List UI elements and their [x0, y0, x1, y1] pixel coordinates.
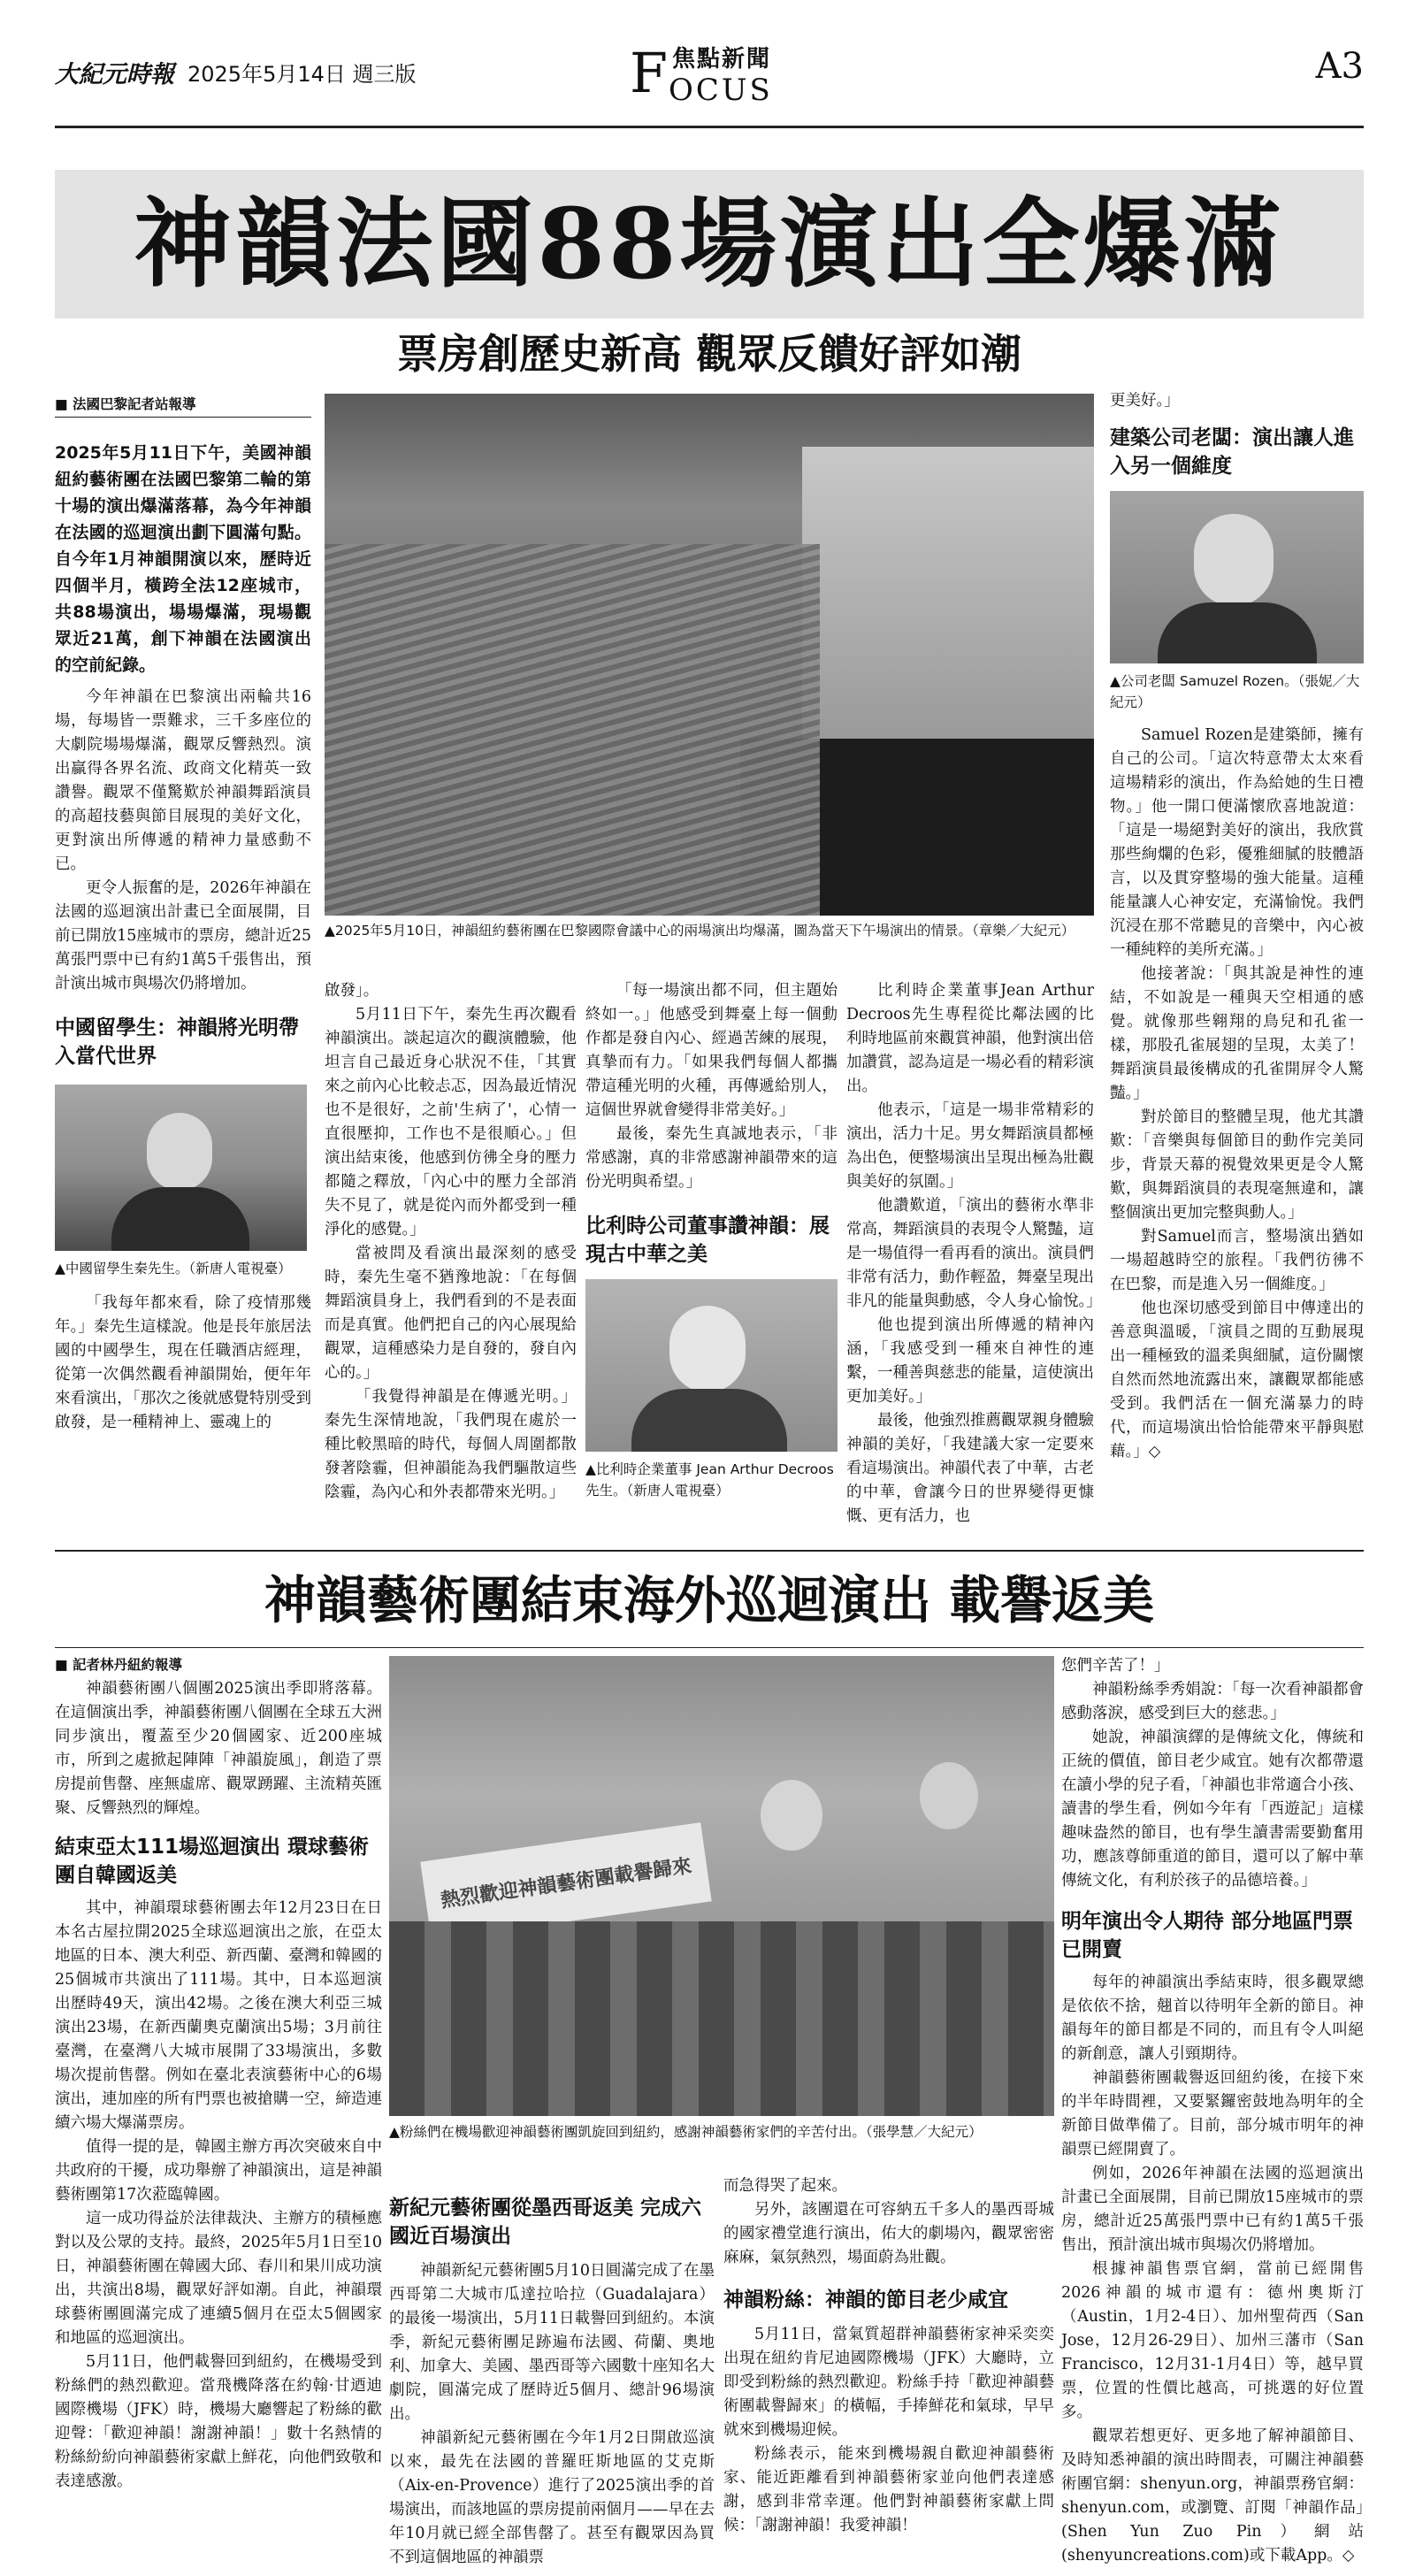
- story2-col4-top: 您們辛苦了！」: [1061, 1657, 1170, 1675]
- paragraph: 這一成功得益於法律裁決、主辦方的積極應對以及公眾的支持。最終，2025年5月1日至10日，神韻藝術團在韓國大邱、春川和果川成功演出，共演出8場，觀眾好評如潮。自此，神韻環球藝術團圓滿完成了連續5個月在亞太5個國家和地區的巡迴演出。: [55, 2210, 382, 2347]
- paragraph: 神韻藝術團載譽返回紐約後，在接下來的半年時間裡，又要緊鑼密鼓地為明年的全新節目做準備了。目前，部分城市明年的神韻票已經開賣了。: [1061, 2069, 1364, 2158]
- section-logo: [630, 35, 833, 133]
- paragraph: 神韻新紀元藝術團5月10日圓滿完成了在墨西哥第二大城市瓜達拉哈拉（Guadalajara）的最後一場演出，5月11日載譽回到紐約。本演季，新紀元藝術團足跡遍布法國、荷蘭、奧地利、加拿大、美國、墨西哥等六國數十座知名大劇院，圓滿完成了歷時近5個月、總計96場演出。: [389, 2262, 715, 2423]
- paragraph: 他表示，「這是一場非常精彩的演出，活力十足。男女舞蹈演員都極為出色，便整場演出呈現出極為壯觀與美好的氛圍。」: [846, 1101, 1094, 1191]
- section-name-en: OCUS: [669, 73, 773, 108]
- paper-name: 大紀元時報: [55, 61, 174, 88]
- section-name-zh: 焦點新聞: [672, 46, 772, 73]
- story2-headline-rule: [55, 1647, 1364, 1648]
- paragraph: 其中，神韻環球藝術團去年12月23日在日本名古屋拉開2025全球巡迴演出之旅，在亞太地區的日本、澳大利亞、新西蘭、臺灣和韓國的25個城市共演出了111場。其中，日本巡迴演出歷時49天，演出42場。之後在澳大利亞三城演出23場，在新西蘭奧克蘭演出5場；3月前往臺灣，在臺灣八大城市展開了33場演出，多數場次提前售罄。例如在臺北表演藝術中心的6場演出，連加座的所有門票也被搶購一空，締造連續六場大爆滿票房。: [55, 1899, 382, 2132]
- person-silhouette: [147, 1113, 212, 1191]
- masthead: [55, 35, 1364, 140]
- story1-col5-top: 更美好。」: [1110, 392, 1180, 410]
- airport-photo-caption: ▲粉絲們在機場歡迎神韻藝術團凱旋回到紐約，感謝神韻藝術家們的辛苦付出。（張學慧／大紀元）: [389, 2124, 983, 2140]
- paragraph: 神韻粉絲季秀娟說：「每一次看神韻都會感動落淚，感受到巨大的慈悲。」: [1061, 1681, 1364, 1722]
- paragraph: 5月11日下午，秦先生再次觀看神韻演出。談起這次的觀演體驗，他坦言自己最近身心狀況不佳，「其實來之前內心比較忐忑，因為最近情況也不是很好，之前'生病了'，心情一直很壓抑，工作也不是很順心。」但演出結束後，他感到仿彿全身的壓力都隨之釋放，「內心中的壓力全部消失不見了，就是從內而外都受到一種淨化的感覺。」: [325, 1006, 577, 1238]
- byline-rule: [55, 417, 311, 418]
- subhead-fans: 神韻粉絲：神韻的節目老少咸宜: [723, 2288, 1008, 2312]
- paragraph: 他接著說：「與其說是神性的連結，不如說是一種與天空相通的感覺。就像那些翱翔的鳥兒和孔雀一樣，那股孔雀展翅的呈現，太美了！舞蹈演員最後構成的孔雀開屏令人驚豔。」: [1110, 965, 1364, 1102]
- person-body: [631, 1389, 787, 1452]
- paragraph: 5月11日，他們載譽回到紐約，在機場受到粉絲們的熱烈歡迎。當飛機降落在約翰·甘迺迪國際機場（JFK）時，機場大廳響起了粉絲的歡迎聲：「歡迎神韻！謝謝神韻！」數十名熱情的粉絲紛紛向神韻藝術家獻上鮮花，向他們致敬和表達感激。: [55, 2353, 382, 2490]
- story1-subhead: 票房創歷史新高 觀眾反饋好評如潮: [396, 330, 1021, 378]
- subhead-asia: 結束亞太111場巡迴演出 環球藝術團自韓國返美: [55, 1836, 370, 1887]
- paragraph: 「我覺得神韻是在傳遞光明。」秦先生深情地說，「我們現在處於一種比較黑暗的時代，每個人周圍都散發著陰霾，但神韻能為我們驅散這些陰霾，為內心和外表都帶來光明。」: [325, 1388, 577, 1501]
- story-divider: [55, 1550, 1364, 1552]
- story2-col1-text: [55, 1897, 382, 2494]
- section-logo-letter: F: [630, 41, 669, 105]
- story1-lead: 2025年5月11日下午，美國神韻紐約藝術團在法國巴黎第二輪的第十場的演出爆滿落幕，為今年神韻在法國的巡迴演出劃下圓滿句點。自今年1月神韻開演以來，歷時近四個半月，橫跨全法12座城市，共88場演出，場場爆滿，現場觀眾近21萬，創下神韻在法國演出的空前紀錄。: [55, 443, 311, 675]
- story1-col5-text: [1110, 724, 1364, 1464]
- story2-byline: ■ 記者林丹紐約報導: [55, 1657, 183, 1673]
- paragraph: 5月11日，當氣質超群神韻藝術家神采奕奕出現在紐約肯尼迪國際機場（JFK）大廳時，立即受到粉絲的熱烈歡迎。粉絲手持「歡迎神韻藝術團載譽歸來」的橫幅，手捧鮮花和氣球，早早就來到機場迎候。: [723, 2326, 1054, 2439]
- caption-architect: ▲公司老闆 Samuzel Rozen。（張妮／大紀元）: [1110, 673, 1360, 710]
- paragraph: 他也深切感受到節目中傳達出的善意與溫暖，「演員之間的互動展現出一種極致的溫柔與細膩，這份關懷自然而然地流露出來，讓觀眾都能感受到。我們活在一個充滿暴力的時代，而這場演出恰恰能帶來平靜與慰藉。」◇: [1110, 1300, 1364, 1460]
- paragraph: 比利時企業董事Jean Arthur Decroos先生專程從比鄰法國的比利時地區前來觀賞神韻，他對演出倍加讚賞，認為這是一場必看的精彩演出。: [846, 982, 1094, 1095]
- story1-col1-text: [55, 686, 311, 996]
- stage-backdrop: [802, 447, 1094, 739]
- subhead-2026: 明年演出令人期待 部分地區門票已開賣: [1061, 1910, 1354, 1961]
- story1-headline-box: [55, 170, 1364, 318]
- belgian-director-photo: [585, 1279, 838, 1452]
- paragraph: 粉絲表示，能來到機場親自歡迎神韻藝術家、能近距離看到神韻藝術家並向他們表達感謝，感到非常幸運。他們對神韻藝術家獻上問候：「謝謝神韻！我愛神韻！: [723, 2445, 1054, 2534]
- story2-intro: 神韻藝術團八個團2025演出季即將落幕。在這個演出季，神韻藝術團八個團在全球五大洲同步演出，覆蓋至少20個國家、近200座城市，所到之處掀起陣陣「神韻旋風」，創造了票房提前售罄、座無虛席、觀眾踴躍、主流精英匯聚、反響熱烈的輝煌。: [55, 1680, 382, 1817]
- story1-headline: 神韻法國88場演出全爆滿: [134, 187, 1285, 301]
- airport-welcome-photo: [389, 1656, 1054, 2116]
- subhead-belgian: 比利時公司董事讚神韻：展現古中華之美: [585, 1215, 830, 1266]
- student-photo: [55, 1085, 307, 1251]
- story2-col4-text2: [1061, 1971, 1364, 2568]
- audience-area: [325, 544, 820, 916]
- paragraph: 根據神韻售票官網，當前已經開售2026神韻的城市還有：德州奧斯汀（Austin，1月2-4日）、加州聖荷西（San Jose，12月26-29日）、加州三藩市（San Francisco，12月31-1月4日）等，越早買票，位置的性價比越高，可挑選的好位置多。: [1061, 2260, 1364, 2421]
- caption-belgian: ▲比利時企業董事 Jean Arthur Decroos先生。（新唐人電視臺）: [585, 1461, 834, 1499]
- person-body: [111, 1187, 249, 1251]
- caption-student: ▲中國留學生秦先生。（新唐人電視臺）: [55, 1261, 292, 1276]
- story2-headline: 神韻藝術團結束海外巡迴演出 載譽返美: [264, 1570, 1155, 1630]
- paragraph: 當被問及看演出最深刻的感受時，秦先生毫不猶豫地說：「在每個舞蹈演員身上，我們看到的不是表面而是真實。他們把自己的內心展現給觀眾，這種感染力是自發的，發自內心的。」: [325, 1245, 577, 1382]
- crowd: [389, 1921, 1054, 2116]
- paragraph: 對於節目的整體呈現，他尤其讚歎：「音樂與每個節目的動作完美同步，背景天幕的視覺效果更是令人驚歎，與舞蹈演員的表現毫無違和，讓整個演出更加完整與動人。」: [1110, 1108, 1364, 1222]
- paragraph: 今年神韻在巴黎演出兩輪共16場，每場皆一票難求，三千多座位的大劇院場場爆滿，觀眾反響熱烈。演出贏得各界名流、政商文化精英一致讚譽。觀眾不僅驚歎於神韻舞蹈演員的高超技藝與節目展現的美好文化，更對演出所傳遞的精神力量感動不已。: [55, 688, 311, 873]
- welcome-banner-text: 熱烈歡迎神韻藝術團載譽歸來: [439, 1854, 693, 1913]
- subhead-architect: 建築公司老闆：演出讓人進入另一個維度: [1110, 426, 1354, 478]
- paragraph: 「每一場演出都不同，但主題始終如一。」他感受到舞臺上每一個動作都是發自內心、經過苦練的展現，真摯而有力。「如果我們每個人都攜帶這種光明的火種，再傳遞給別人，這個世界就會變得非常美好。」: [585, 982, 838, 1119]
- paragraph: 最後，秦先生真誠地表示，「非常感謝，真的非常感謝神韻帶來的這份光明與希望。」: [585, 1125, 838, 1191]
- subhead-mexico: 新紀元藝術團從墨西哥返美 完成六國近百場演出: [389, 2196, 702, 2248]
- balloon: [761, 1780, 822, 1851]
- story2-col4-text: [1061, 1678, 1364, 1893]
- main-photo-caption: ▲2025年5月10日，神韻紐約藝術團在巴黎國際會議中心的兩場演出均爆滿，圖為當天下午場演出的情景。（章樂／大紀元）: [325, 923, 1075, 939]
- paragraph: 對Samuel而言，整場演出猶如一場超越時空的旅程。「我們彷彿不在巴黎，而是進入另一個維度。」: [1110, 1228, 1364, 1293]
- story1-col4-text: [846, 979, 1102, 1529]
- paragraph: 啟發」。: [325, 982, 379, 1000]
- subhead-student: 中國留學生：神韻將光明帶入當代世界: [55, 1016, 299, 1068]
- main-performance-photo: [325, 394, 1094, 916]
- story1-col2-text: [325, 979, 577, 1505]
- paragraph: 最後，他強烈推薦觀眾親身體驗神韻的美好，「我建議大家一定要來看這場演出。神韻代表了中華，古老的中華，會讓今日的世界變得更慷慨、更有活力，也: [846, 1412, 1094, 1525]
- person-silhouette: [1194, 514, 1274, 606]
- page-number: A3: [1315, 46, 1364, 87]
- story1-student-text: 「我每年都來看，除了疫情那幾年。」秦先生這樣說。他是長年旅居法國的中國學生，現在任職酒店經理，從第一次偶然觀看神韻開始，便年年來看演出，「那次之後就感覺特別受到啟發，是一種精神上、靈魂上的: [55, 1294, 311, 1431]
- paragraph: 另外，該團還在可容納五千多人的墨西哥城的國家禮堂進行演出，佑大的劇場內，觀眾密密麻麻，氣氛熱烈，場面蔚為壯觀。: [723, 2201, 1054, 2266]
- story2-col2-text: [389, 2259, 715, 2570]
- issue-date: 2025年5月14日 週三版: [187, 62, 417, 87]
- paragraph: 而急得哭了起來。: [723, 2177, 847, 2195]
- paragraph: 更令人振奮的是，2026年神韻在法國的巡迴演出計畫已全面展開，目前已開放15座城市的票房，總計近25萬張門票中已有約1萬5千張售出，預計演出城市與場次仍將增加。: [55, 879, 311, 993]
- paragraph: 她說，神韻演繹的是傳統文化，傳統和正統的價值，節目老少咸宜。她有次都帶還在讀小學的兒子看，「神韻也非常適合小孩、讀書的學生看，例如今年有「西遊記」這樣趣味盎然的節目，也有學生讀書需要勤奮用功，應該尊師重道的節目，還可以了解中華傳統文化，有利於孩子的品德培養。」: [1061, 1729, 1364, 1890]
- paragraph: 觀眾若想更好、更多地了解神韻節目、及時知悉神韻的演出時間表，可關注神韻藝術團官網：shenyun.org，神韻票務官網：shenyun.com，或瀏覽、訂閱「神韻作品」(Shen Yun Zuo Pin）網站(shenyuncreations.com)或下載App。◇: [1061, 2427, 1364, 2564]
- paragraph: 每年的神韻演出季結束時，很多觀眾總是依依不捨，翹首以待明年全新的節目。神韻每年的節目都是不同的，而且有令人叫絕的新創意，讓人引頸期待。: [1061, 1974, 1364, 2063]
- story2-byline-text: 記者林丹紐約報導: [73, 1657, 183, 1673]
- paragraph: 例如，2026年神韻在法國的巡迴演出計畫已全面展開，目前已開放15座城市的票房，總計近25萬張門票中已有約1萬5千張售出，預計演出城市與場次仍將增加。: [1061, 2165, 1364, 2254]
- architect-photo: [1110, 491, 1364, 663]
- story1-col3-text: [585, 979, 838, 1194]
- story1-byline: ■ 法國巴黎記者站報導: [55, 396, 196, 412]
- paragraph: 他也提到演出所傳遞的精神內涵，「我感受到一種來自神性的連繫，一種善與慈悲的能量，這使演出更加美好。」: [846, 1316, 1094, 1406]
- masthead-rule: [55, 126, 1364, 128]
- story2-col3-top: [723, 2174, 1054, 2270]
- paragraph: 值得一提的是，韓國主辦方再次突破來自中共政府的干擾，成功舉辦了神韻演出，這是神韻藝術團第17次蒞臨韓國。: [55, 2138, 382, 2204]
- story1-byline-text: 法國巴黎記者站報導: [73, 396, 196, 412]
- story2-col3-text: [723, 2323, 1054, 2538]
- paragraph: 他讚歎道，「演出的藝術水準非常高，舞蹈演員的表現令人驚豔，這是一場值得一看再看的演出。演員們非常有活力，動作輕盈，舞臺呈現出非凡的能量與動感，令人身心愉悅。」: [846, 1197, 1102, 1310]
- person-body: [1158, 602, 1317, 663]
- paragraph: 神韻新紀元藝術團在今年1月2日開啟巡演以來，最先在法國的普羅旺斯地區的艾克斯（Aix-en-Provence）進行了2025演出季的首場演出，而該地區的票房提前兩個月——早在去年10月就已經全部售罄了。甚至有觀眾因為買不到這個地區的神韻票: [389, 2429, 715, 2566]
- person-silhouette: [669, 1306, 746, 1392]
- paragraph: Samuel Rozen是建築師，擁有自己的公司。「這次特意帶太太來看這場精彩的演出，作為給她的生日禮物。」他一開口便滿懷欣喜地說道：「這是一場絕對美好的演出，我欣賞那些絢爛的色彩，優雅細膩的肢體語言，以及貫穿整場的強大能量。這種能量讓人心神安定，充滿愉悅。我們沉浸在那不常聽見的音樂中，內心被一種純粹的美所充滿。」: [1110, 726, 1364, 959]
- balloon: [920, 1762, 978, 1829]
